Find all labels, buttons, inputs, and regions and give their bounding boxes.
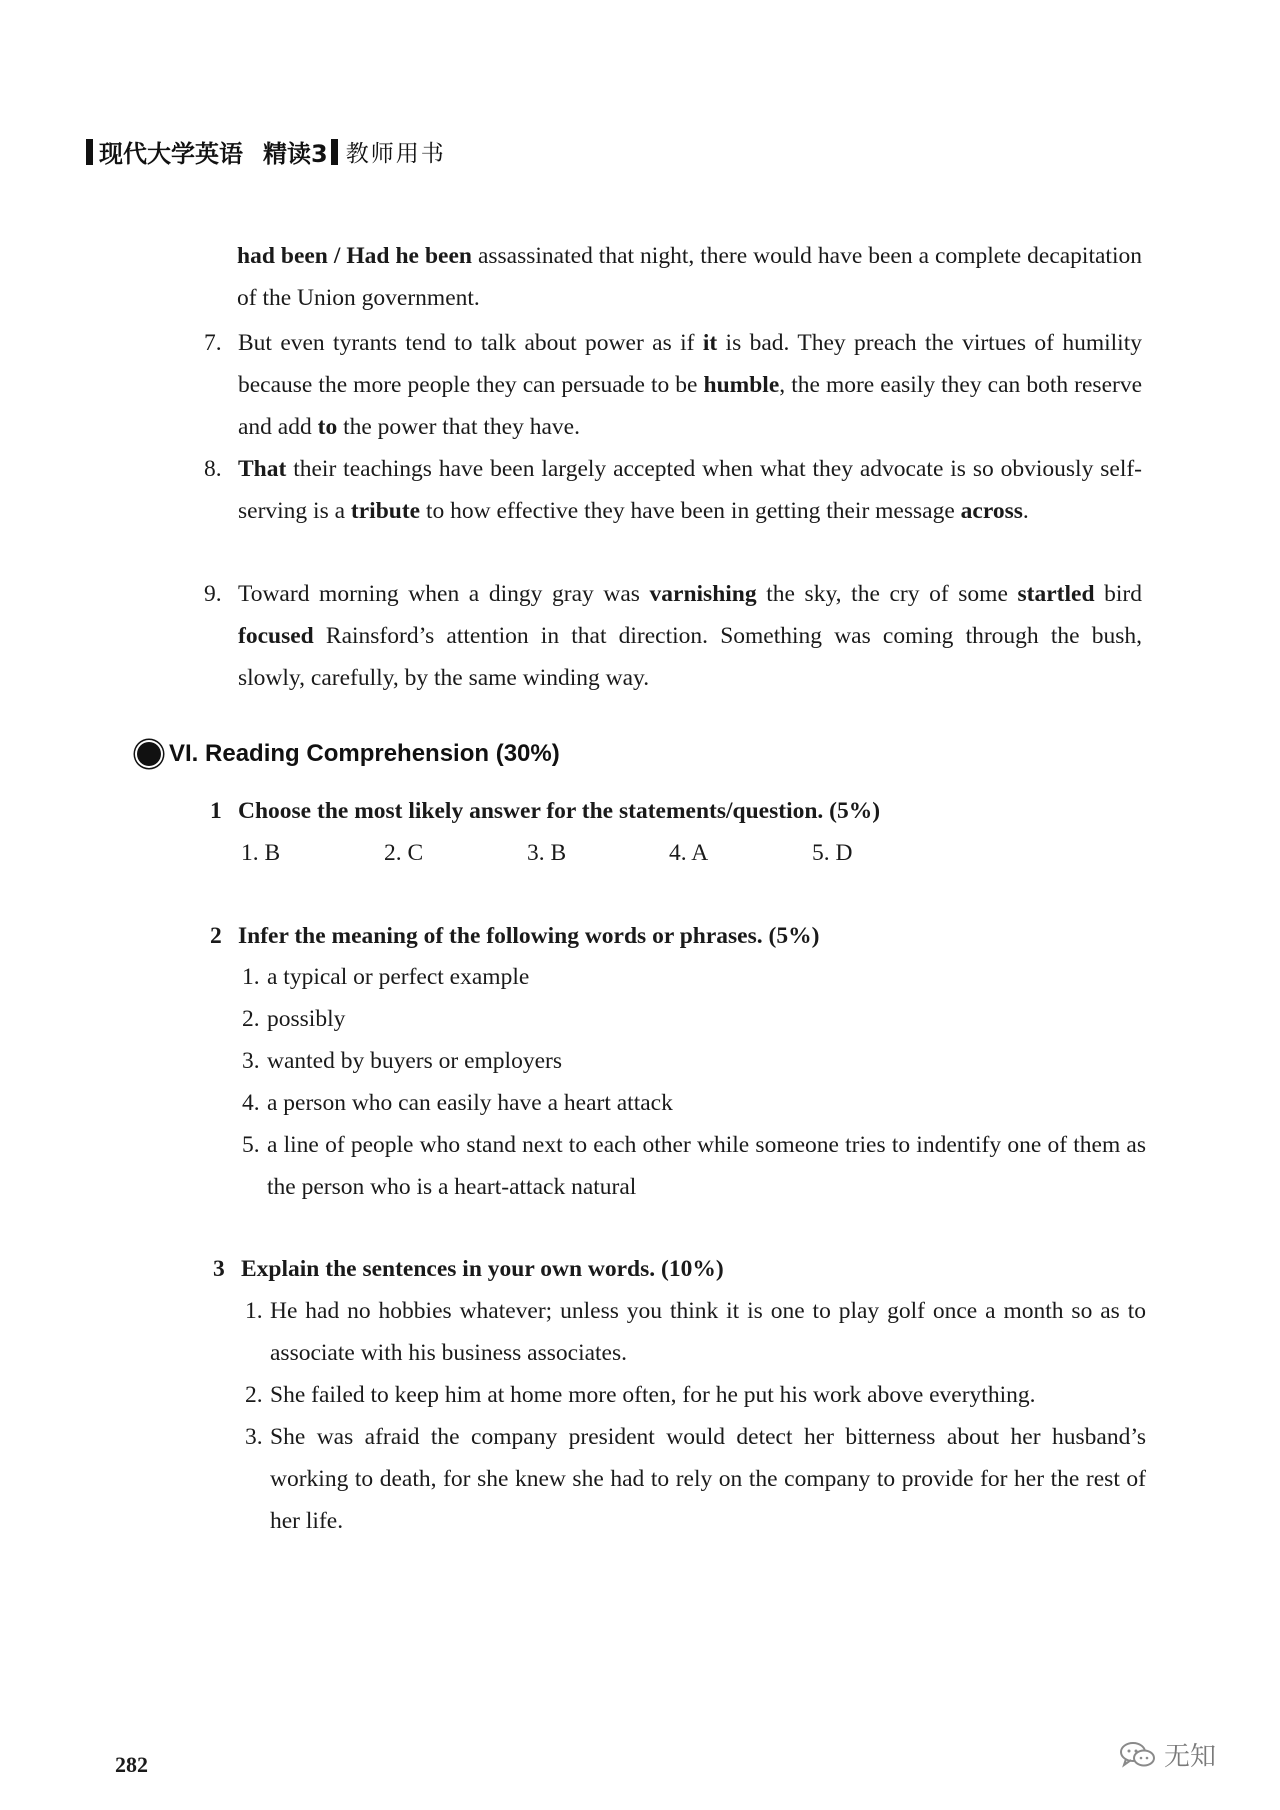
bold-word: focused <box>238 623 314 649</box>
item-number: 1. <box>242 964 260 990</box>
item-6-continuation <box>237 235 1142 319</box>
bold-word: That <box>238 456 287 482</box>
part-title: Infer the meaning of the following words or phrases. (5%) <box>238 923 820 949</box>
item-number: 9. <box>204 581 222 607</box>
running-header <box>86 134 446 169</box>
list-item <box>242 1124 1146 1208</box>
explanations-list <box>245 1290 1146 1542</box>
part-1-heading <box>210 790 880 832</box>
list-item-8 <box>204 448 1142 532</box>
item-number: 3. <box>242 1048 260 1074</box>
watermark-text: 无知 <box>1164 1742 1217 1772</box>
item-text: to how effective they have been in getting their message <box>420 498 961 524</box>
part-number: 3 <box>213 1256 225 1282</box>
bold-word: across <box>960 498 1023 524</box>
bold-word: startled <box>1017 581 1095 607</box>
item-text: a line of people who stand next to each other while someone tries to indentify one of them as the person who is a heart-attack natural <box>267 1132 1146 1200</box>
section-heading <box>137 740 560 768</box>
list-item <box>242 956 1146 998</box>
item-number: 2. <box>242 1006 260 1032</box>
book-volume: 精读3 <box>263 140 328 168</box>
item-number: 8. <box>204 456 222 482</box>
answer-1: 1. B <box>241 840 281 866</box>
part-3-heading <box>213 1248 724 1290</box>
item-text: the sky, the cry of some <box>756 581 1018 607</box>
section-title: VI. Reading Comprehension (30%) <box>169 740 560 767</box>
list-item <box>245 1374 1146 1416</box>
part-number: 2 <box>210 923 222 949</box>
part-title: Explain the sentences in your own words. (10%) <box>241 1256 724 1282</box>
list-item <box>242 1040 1146 1082</box>
item-text: possibly <box>267 1006 346 1032</box>
watermark <box>1118 1736 1216 1773</box>
meanings-list <box>242 956 1146 1208</box>
item-text: assassinated that night, there would have been a complete decapitation of the Union government. <box>237 243 1142 311</box>
part-number: 1 <box>210 798 222 824</box>
bold-word: humble <box>703 372 780 398</box>
answer-2: 2. C <box>384 840 424 866</box>
item-text: She failed to keep him at home more often, for he put his work above everything. <box>270 1382 1036 1408</box>
chat-bubbles-icon <box>1118 1739 1158 1771</box>
book-subtitle: 教师用书 <box>345 141 446 167</box>
header-bar-left <box>86 139 93 165</box>
item-number: 4. <box>242 1090 260 1116</box>
item-text: . <box>1022 498 1029 524</box>
item-text: a typical or perfect example <box>267 964 530 990</box>
part-title: Choose the most likely answer for the statements/question. (5%) <box>238 798 881 824</box>
page-number: 282 <box>115 1752 148 1777</box>
item-body <box>238 322 1142 448</box>
answer-4: 4. A <box>669 840 709 866</box>
item-text: , the more easily they can both reserve and add <box>238 372 1142 440</box>
item-text: Toward morning when a dingy gray was <box>238 581 650 607</box>
answer-5: 5. D <box>812 840 853 866</box>
answer-3: 3. B <box>527 840 567 866</box>
list-item <box>245 1416 1146 1542</box>
item-number: 2. <box>245 1382 263 1408</box>
list-item <box>242 998 1146 1040</box>
bold-phrase: had been / Had he been <box>237 243 472 269</box>
bold-word: tribute <box>350 498 421 524</box>
list-item-9 <box>204 573 1142 699</box>
item-number: 3. <box>245 1424 263 1450</box>
item-text: Rainsford’s attention in that direction. Something was coming through the bush, slowly, carefully, by the same winding way. <box>238 623 1142 691</box>
filled-circle-bullet-icon <box>137 742 161 766</box>
item-number: 1. <box>245 1298 263 1324</box>
item-text: wanted by buyers or employers <box>267 1048 562 1074</box>
item-number: 7. <box>204 330 222 356</box>
item-text: the power that they have. <box>337 414 580 440</box>
book-title: 现代大学英语 <box>99 140 243 168</box>
item-body <box>238 448 1142 532</box>
item-text: She was afraid the company president would detect her bitterness about her husband’s working to death, for she knew she had to rely on the company to provide for her the rest of her life. <box>270 1424 1146 1534</box>
item-text: But even tyrants tend to talk about power as if <box>238 330 703 356</box>
item-text: a person who can easily have a heart attack <box>267 1090 673 1116</box>
item-body <box>238 573 1142 699</box>
header-bar-mid <box>331 139 338 165</box>
part-2-heading <box>210 915 819 957</box>
list-item-7 <box>204 322 1142 448</box>
bold-word: to <box>317 414 338 440</box>
list-item <box>242 1082 1146 1124</box>
bold-word: it <box>702 330 718 356</box>
bold-word: varnishing <box>649 581 757 607</box>
list-item <box>245 1290 1146 1374</box>
item-text: their teachings have been largely accepted when what they advocate is so obviously self-serving is a <box>238 456 1142 524</box>
item-number: 5. <box>242 1132 260 1158</box>
item-text: bird <box>1094 581 1142 607</box>
item-text: He had no hobbies whatever; unless you think it is one to play golf once a month so as to associate with his business associates. <box>270 1298 1146 1366</box>
item-text: is bad. They preach the virtues of humility because the more people they can persuade to be <box>238 330 1142 398</box>
